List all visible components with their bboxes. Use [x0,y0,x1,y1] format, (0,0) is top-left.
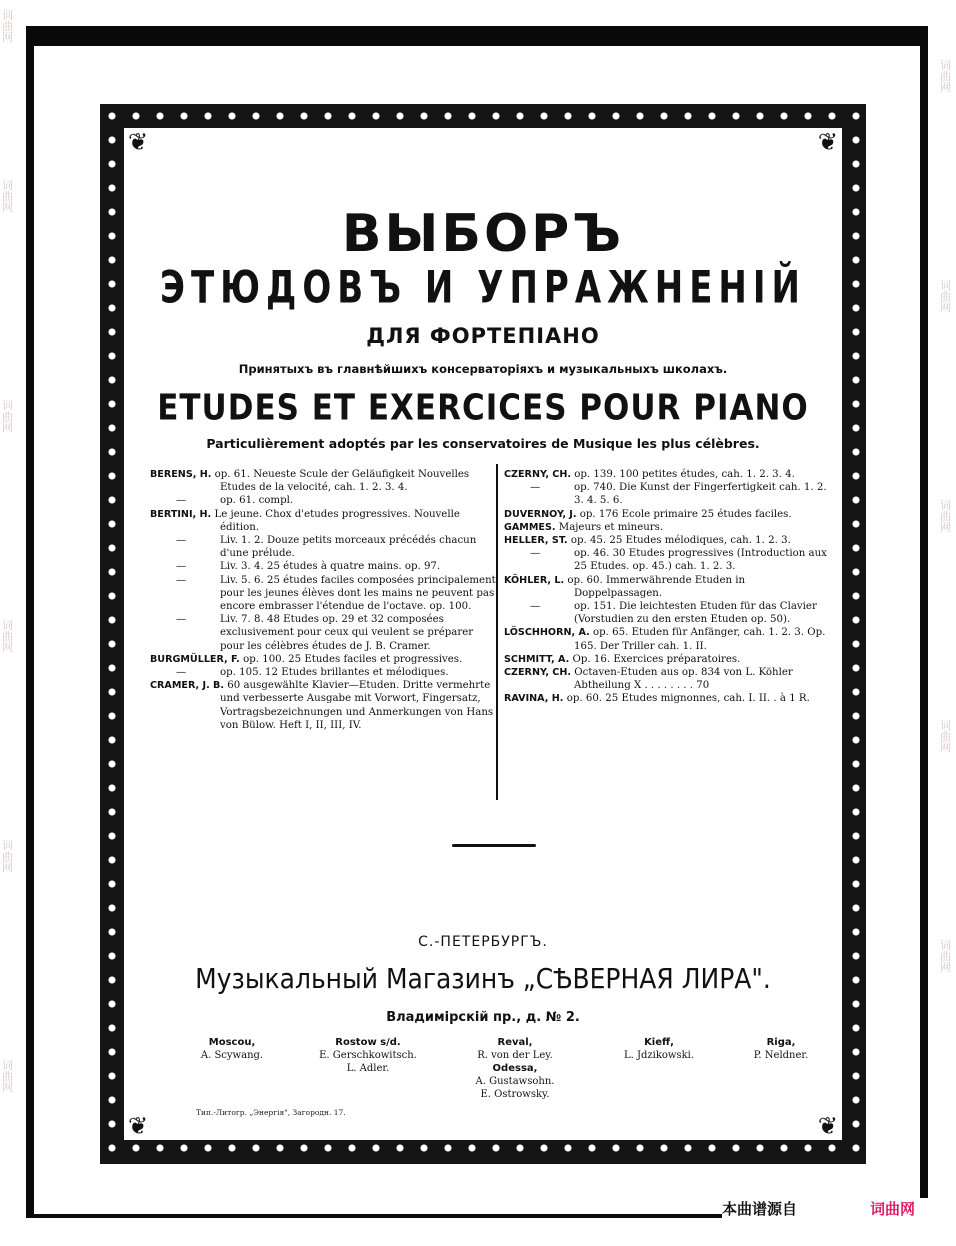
branch-agent: A. Gustawsohn. [475,1076,555,1087]
entry-text: op. 60. 25 Etudes mignonnes, cah. I. II. . à 1 R. [566,693,810,705]
printer-imprint: Тип.-Литогр. „Энергія", Загородн. 17. [196,1108,346,1117]
catalog-entry [504,508,836,521]
catalog-right-column [504,468,836,706]
branch-agent: L. Jdzikowski. [623,1050,695,1061]
entry-text: op. 65. Etuden für Anfänger, cah. 1. 2. 3. Op. 165. Der Triller cah. 1. II. [574,627,826,652]
composer-name: LÖSCHHORN, A. [504,627,590,639]
branch-city: Kieff, [644,1037,674,1048]
for-piano-ru: ДЛЯ ФОРТЕПІАНО [366,324,600,348]
catalog-entry [504,666,836,692]
subtitle-ru: ЭТЮДОВЪ И УПРАЖНЕНІЙ [160,262,806,314]
catalog-entry [150,574,496,614]
catalog-entry [504,626,836,652]
catalog-columns [150,468,836,828]
catalog-entry [504,481,836,507]
side-watermark: 词曲网 [2,839,13,874]
side-watermark: 词曲网 [2,1059,13,1094]
catalog-entry [504,653,836,666]
publisher-shop: Музыкальный Магазинъ „СѢВЕРНАЯ ЛИРА". [195,962,771,995]
entry-text: Le jeune. Chox d'etudes progressives. Nouvelle édition. [214,508,460,533]
branch-city: Riga, [766,1037,796,1048]
branch-city: Moscou, [208,1037,256,1048]
catalog-entry [150,508,496,534]
entry-text: Liv. 7. 8. 48 Etudes op. 29 et 32 composées exclusivement pour ceux qui veulent se préparer pour les célèbres études de J. B. Cramer. [220,614,474,652]
page-title-fr: ETUDES ET EXERCICES POUR PIANO [157,387,809,429]
adopted-ru: Принятыхъ въ главнѣйшихъ консерваторіяхъ и музыкальныхъ школахъ. [238,362,728,376]
entry-text: 60 ausgewählte Klavier—Etuden. Dritte vermehrte und verbesserte Ausgabe mit Vorwort, Fingersatz, Vortragsbezeichnungen und Anmerkungen von Hans von Bülow. Heft I, II, III, IV. [220,680,494,731]
entry-dash: — [176,667,187,679]
composer-name: BERENS, H. [150,469,212,480]
branch-city: Odessa, [492,1063,538,1074]
branch-riga [736,1036,826,1062]
entry-text: Liv. 1. 2. Douze petits morceaux précédés chacun d'une prélude. [220,535,477,560]
catalog-entry [504,600,836,626]
source-label: 本曲谱源自 [722,1200,798,1218]
side-watermark: 词曲网 [940,719,951,754]
catalog-entry [150,613,496,653]
catalog-entry [150,494,496,507]
publisher-city: С.-ПЕТЕРБУРГЪ. [418,934,548,950]
side-watermark: 词曲网 [2,399,13,434]
catalog-entry [504,521,836,534]
side-watermark: 词曲网 [2,619,13,654]
entry-text: Liv. 5. 6. 25 études faciles composées principalement pour les jeunes élèves dont les mains ne peuvent pas encore embrasser l'étendue de l'octave. op. 100. [220,574,496,613]
composer-name: BERTINI, H. [150,508,212,520]
catalog-entry [150,666,496,679]
entry-dash: — [176,535,187,547]
publisher-address: Владимірскій пр., д. № 2. [386,1010,580,1025]
entry-dash: — [176,495,187,507]
entry-text: Octaven-Etuden aus op. 834 von L. Köhler Abtheilung X . . . . . . . . 70 [574,667,793,692]
entry-text: op. 100. 25 Etudes faciles et progressives. [243,653,463,665]
corner-ornament-icon: ❦ [817,128,838,156]
source-site-link[interactable]: 词曲网 [870,1200,916,1218]
entry-text: op. 151. Die leichtesten Etuden für das Clavier (Vorstudien zu den ersten Etuden op. 50). [574,601,817,626]
entry-text: Majeurs et mineurs. [558,521,664,533]
corner-ornament-icon: ❦ [128,128,149,156]
ornamental-border [100,104,866,1164]
catalog-entry [504,534,836,547]
composer-name: CRAMER, J. B. [150,680,225,692]
catalog-entry [504,574,836,600]
entry-text: op. 176 Ecole primaire 25 études faciles. [579,508,792,520]
entry-dash: — [530,601,541,613]
catalog-entry [150,468,496,494]
side-watermark: 词曲网 [940,939,951,974]
entry-text: op. 60. Immerwährende Etuden in Doppelpassagen. [567,574,746,599]
composer-name: GAMMES. [504,521,556,533]
branch-agent: E. Ostrowsky. [480,1089,550,1100]
catalog-entry [150,653,496,666]
adopted-fr: Particulièrement adoptés par les conservatoires de Musique les plus célèbres. [206,436,760,451]
entry-text: op. 61. compl. [220,495,294,507]
title-page [124,128,842,1140]
source-banner [722,1198,932,1218]
left-watermark-strip [0,0,18,1246]
side-watermark: 词曲网 [2,179,13,214]
branch-rostow [308,1036,428,1075]
right-watermark-strip [938,0,956,1246]
composer-name: SCHMITT, A. [504,653,570,665]
branch-list [124,1036,842,1106]
catalog-entry [150,534,496,560]
composer-name: DUVERNOY, J. [504,508,577,520]
entry-text: op. 46. 30 Etudes progressives (Introduction aux 25 Etudes. op. 45.) cah. 1. 2. 3. [574,548,827,573]
side-watermark: 词曲网 [940,59,951,94]
composer-name: BURGMÜLLER, F. [150,653,240,665]
entry-dash: — [176,614,187,626]
catalog-entry [150,679,496,732]
entry-text: Op. 16. Exercices préparatoires. [572,653,741,665]
entry-text: op. 740. Die Kunst der Fingerfertigkeit cah. 1. 2. 3. 4. 5. 6. [574,482,827,507]
composer-name: HELLER, ST. [504,535,568,547]
entry-text: op. 45. 25 Etudes mélodiques, cah. 1. 2. 3. [570,535,791,547]
entry-text: op. 61. Neueste Scule der Geläufigkeit Nouvelles Etudes de la velocité, cah. 1. 2. 3. 4. [214,469,470,494]
composer-name: KÖHLER, L. [504,574,565,586]
page-title-ru: ВЫБОРЪ [341,204,625,264]
catalog-entry [504,468,836,481]
branch-agent: P. Neldner. [753,1050,809,1061]
entry-dash: — [176,574,187,586]
catalog-left-column [150,468,496,732]
catalog-entry [150,560,496,573]
entry-text: Liv. 3. 4. 25 études à quatre mains. op. 97. [220,561,441,573]
entry-dash: — [530,482,541,494]
branch-agent: L. Adler. [346,1063,390,1074]
side-watermark: 词曲网 [940,499,951,534]
branch-reval-odessa [460,1036,570,1101]
branch-agent: A. Scywang. [200,1050,264,1061]
branch-agent: E. Gerschkowitsch. [319,1050,417,1061]
branch-moscou [182,1036,282,1062]
entry-text: op. 105. 12 Etudes brillantes et mélodiques. [220,667,449,679]
branch-kieff [604,1036,714,1062]
composer-name: CZERNY, CH. [504,667,572,679]
entry-dash: — [530,548,541,560]
entry-dash: — [176,561,187,573]
branch-agent: R. von der Ley. [477,1050,553,1061]
composer-name: RAVINA, H. [504,693,564,705]
catalog-entry [504,692,836,705]
corner-ornament-icon: ❦ [128,1112,149,1140]
corner-ornament-icon: ❦ [817,1112,838,1140]
ornamental-divider [452,844,536,847]
branch-city: Rostow s/d. [335,1037,401,1048]
side-watermark: 词曲网 [2,9,13,44]
entry-text: op. 139. 100 petites études, cah. 1. 2. 3. 4. [574,469,795,480]
composer-name: CZERNY, CH. [504,469,572,480]
catalog-entry [504,547,836,573]
side-watermark: 词曲网 [940,279,951,314]
branch-city: Reval, [497,1037,533,1048]
